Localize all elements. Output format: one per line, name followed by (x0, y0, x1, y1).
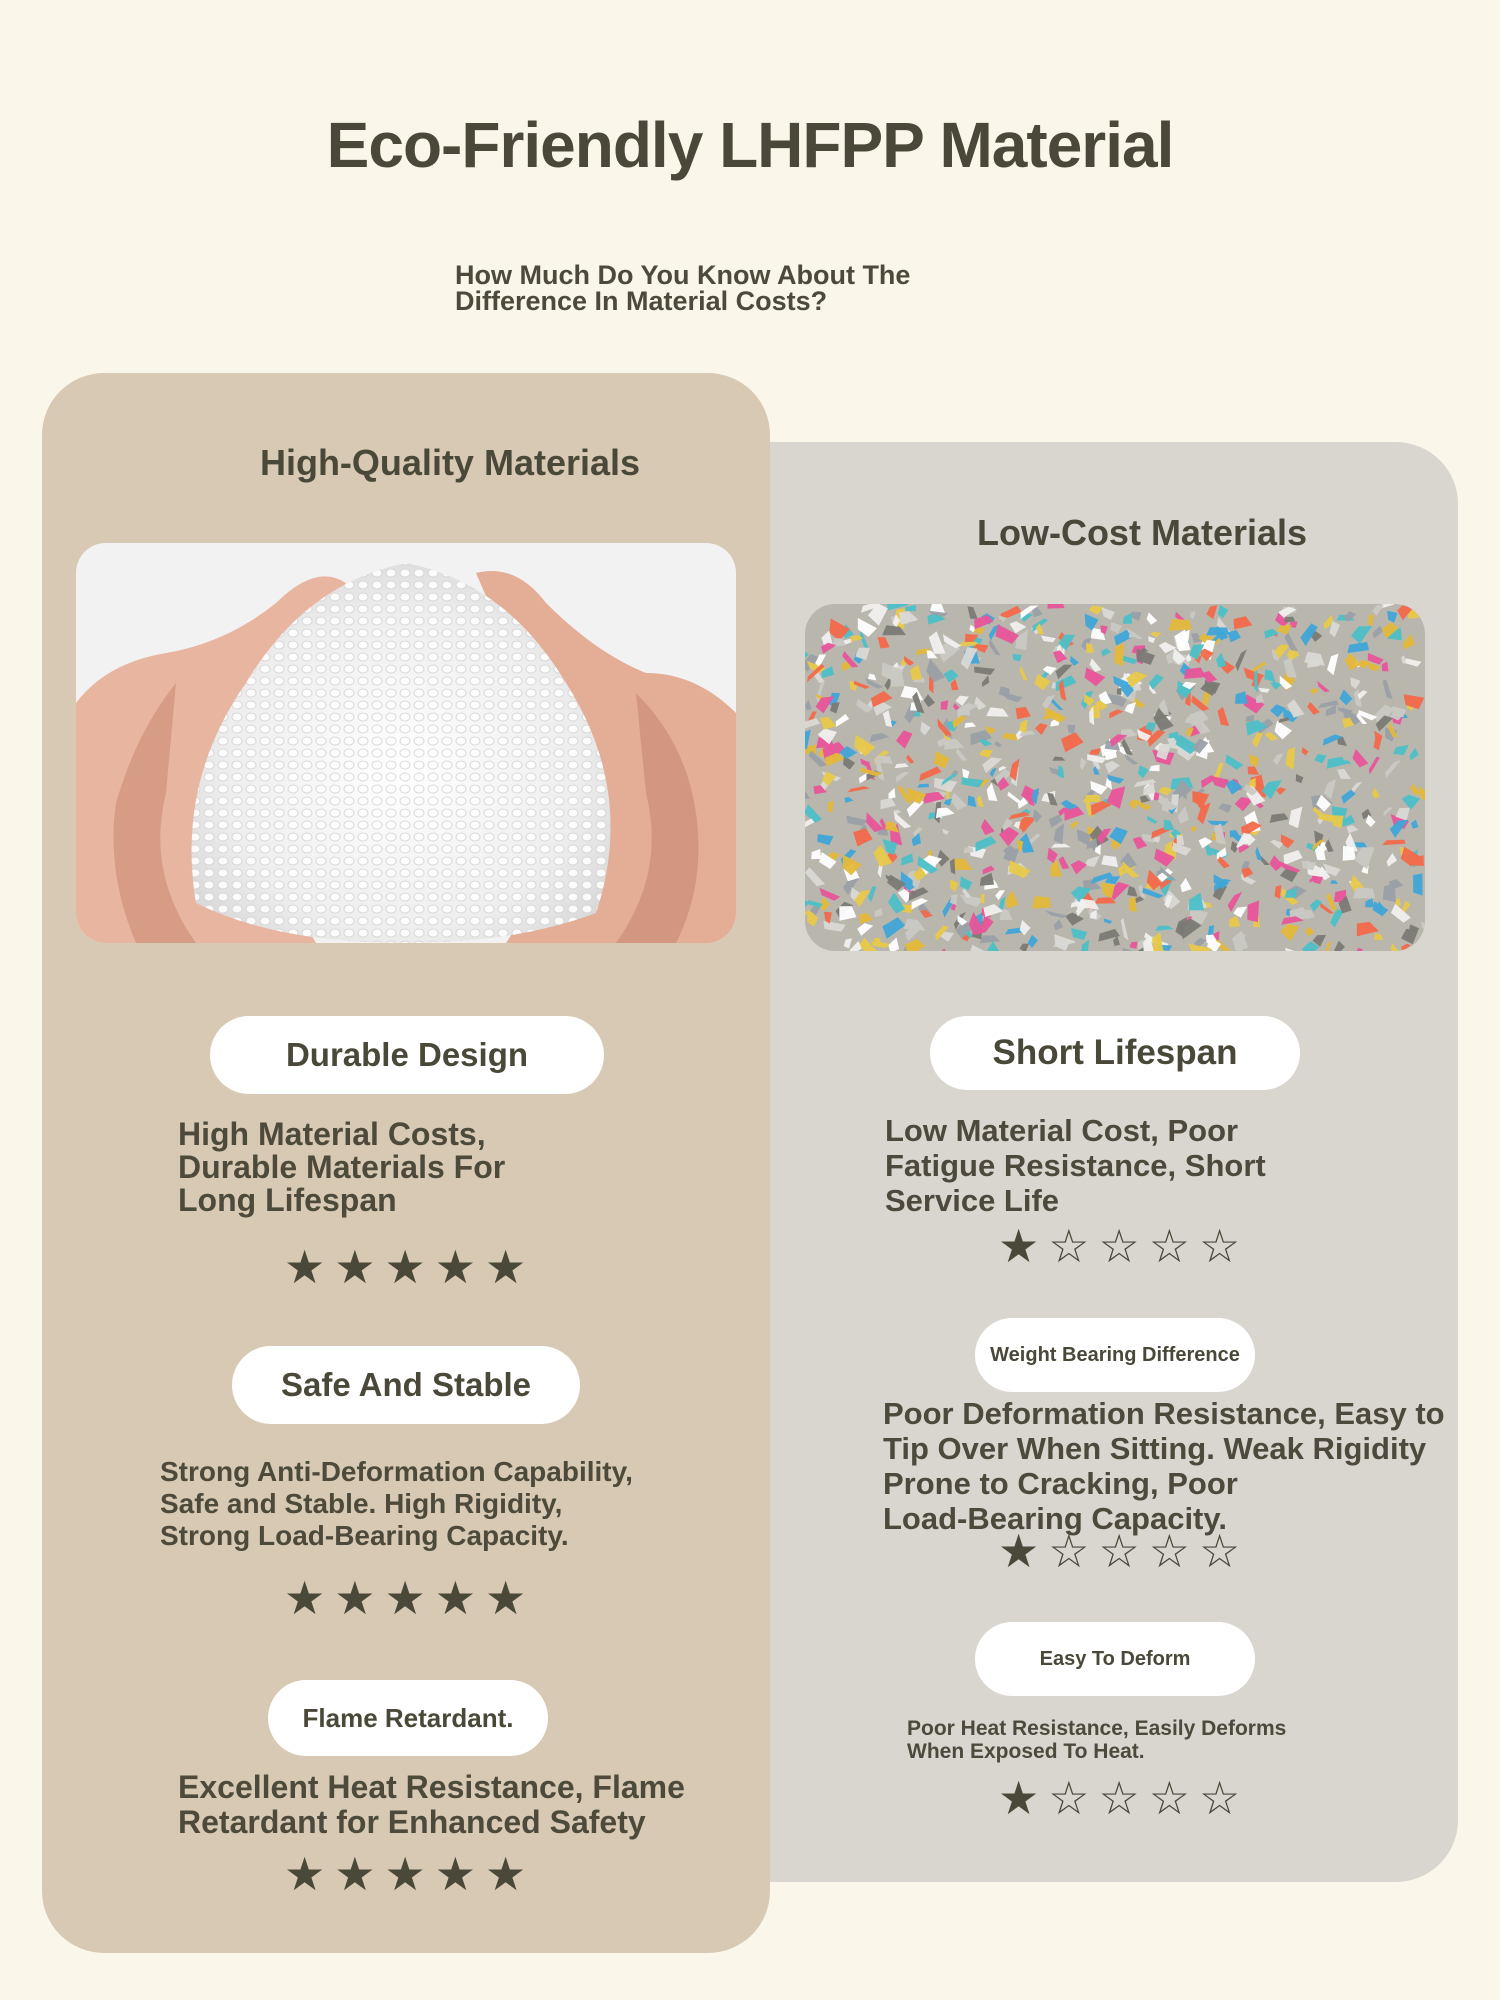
high-quality-heading: High-Quality Materials (259, 442, 641, 483)
filled-star-icon: ★ (434, 1241, 485, 1293)
filled-star-icon: ★ (334, 1572, 385, 1624)
description-line: Retardant for Enhanced Safety (178, 1804, 646, 1840)
empty-star-icon: ☆ (1199, 1525, 1250, 1577)
weight-bearing-rating (998, 1525, 1250, 1577)
description-line: Durable Materials For (178, 1149, 506, 1185)
description-line: Low Material Cost, Poor (885, 1113, 1239, 1148)
short-lifespan-pill: Short Lifespan (930, 1016, 1300, 1090)
description-line: Strong Anti-Deformation Capability, (160, 1456, 633, 1487)
durable-design-description (178, 1118, 698, 1217)
filled-star-icon: ★ (434, 1848, 485, 1900)
description-line: Safe and Stable. High Rigidity, (160, 1488, 563, 1519)
subtitle-line: Difference In Material Costs? (455, 286, 828, 316)
empty-star-icon: ☆ (1048, 1772, 1099, 1824)
safe-and-stable-pill: Safe And Stable (232, 1346, 580, 1424)
empty-star-icon: ☆ (1048, 1220, 1099, 1272)
filled-star-icon: ★ (998, 1525, 1049, 1577)
description-line: Excellent Heat Resistance, Flame (178, 1769, 685, 1805)
easy-to-deform-pill: Easy To Deform (975, 1622, 1255, 1696)
filled-star-icon: ★ (334, 1241, 385, 1293)
safe-and-stable-description (160, 1456, 760, 1552)
description-line: Long Lifespan (178, 1182, 397, 1218)
description-line: Prone to Cracking, Poor (883, 1466, 1238, 1501)
empty-star-icon: ☆ (1199, 1220, 1250, 1272)
filled-star-icon: ★ (384, 1848, 435, 1900)
filled-star-icon: ★ (485, 1848, 536, 1900)
description-line: High Material Costs, (178, 1116, 486, 1152)
shredded-plastic-image (805, 604, 1425, 951)
empty-star-icon: ☆ (1148, 1220, 1199, 1272)
durable-design-pill: Durable Design (210, 1016, 604, 1094)
description-line: Tip Over When Sitting. Weak Rigidity (883, 1431, 1427, 1466)
filled-star-icon: ★ (384, 1572, 435, 1624)
short-lifespan-description (885, 1113, 1425, 1218)
weight-bearing-difference-pill: Weight Bearing Difference (975, 1318, 1255, 1392)
description-line: Fatigue Resistance, Short (885, 1148, 1266, 1183)
filled-star-icon: ★ (485, 1241, 536, 1293)
empty-star-icon: ☆ (1098, 1772, 1149, 1824)
filled-star-icon: ★ (998, 1220, 1049, 1272)
filled-star-icon: ★ (284, 1572, 335, 1624)
description-line: Poor Deformation Resistance, Easy to (883, 1396, 1445, 1431)
easy-to-deform-description (907, 1717, 1347, 1763)
filled-star-icon: ★ (434, 1572, 485, 1624)
flame-retardant-description (178, 1770, 738, 1840)
description-line: Poor Heat Resistance, Easily Deforms (907, 1717, 1287, 1740)
page-title: Eco-Friendly LHFPP Material (326, 109, 1174, 181)
flame-retardant-rating (284, 1848, 536, 1900)
empty-star-icon: ☆ (1148, 1772, 1199, 1824)
description-line: Service Life (885, 1183, 1060, 1218)
description-line: Load-Bearing Capacity. (883, 1501, 1227, 1536)
low-cost-heading: Low-Cost Materials (976, 512, 1308, 553)
short-lifespan-rating (998, 1220, 1250, 1272)
filled-star-icon: ★ (284, 1848, 335, 1900)
white-pellets-image (76, 543, 736, 943)
filled-star-icon: ★ (485, 1572, 536, 1624)
easy-to-deform-rating (998, 1772, 1250, 1824)
subtitle-line: How Much Do You Know About The (455, 260, 911, 290)
safe-and-stable-rating (284, 1572, 536, 1624)
weight-bearing-description (883, 1396, 1463, 1536)
filled-star-icon: ★ (284, 1241, 335, 1293)
empty-star-icon: ☆ (1199, 1772, 1250, 1824)
filled-star-icon: ★ (998, 1772, 1049, 1824)
description-line: Strong Load-Bearing Capacity. (160, 1520, 569, 1551)
white-pellets-illustration (76, 543, 736, 943)
flame-retardant-pill: Flame Retardant. (268, 1680, 548, 1756)
empty-star-icon: ☆ (1048, 1525, 1099, 1577)
page-subtitle (455, 262, 1015, 314)
durable-design-rating (284, 1241, 536, 1293)
empty-star-icon: ☆ (1098, 1525, 1149, 1577)
filled-star-icon: ★ (334, 1848, 385, 1900)
shredded-plastic-illustration (805, 604, 1425, 951)
empty-star-icon: ☆ (1148, 1525, 1199, 1577)
empty-star-icon: ☆ (1098, 1220, 1149, 1272)
filled-star-icon: ★ (384, 1241, 435, 1293)
description-line: When Exposed To Heat. (907, 1740, 1145, 1763)
